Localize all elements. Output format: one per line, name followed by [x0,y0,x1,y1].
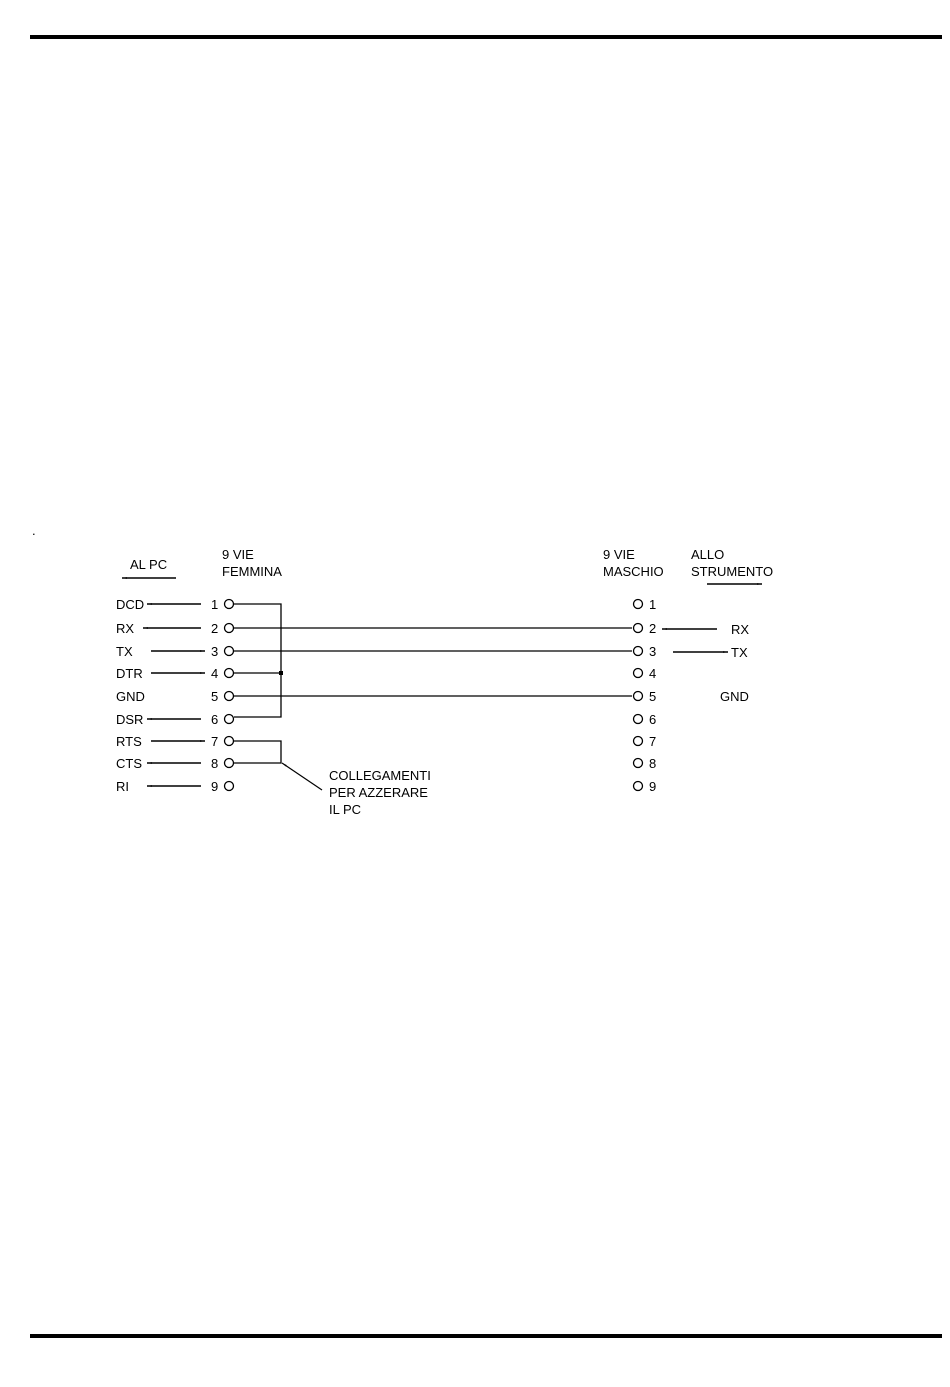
male-pin-8-circle [634,759,643,768]
female-pin-number: 5 [211,689,219,704]
to-instrument-label-2: STRUMENTO [691,564,774,579]
female-pin-number: 4 [211,666,219,681]
signal-label-gnd: GND [116,689,145,704]
female-pin-3-circle [225,647,234,656]
male-pin-number: 5 [649,689,657,704]
loopback-7-8-wire [234,741,281,763]
instrument-tx-label: TX [731,645,748,660]
female-pin-4-circle [225,669,234,678]
signal-label-cts: CTS [116,756,142,771]
male-pin-3-circle [634,647,643,656]
to-instrument-label-1: ALLO [691,547,725,562]
male-pin-number: 8 [649,756,657,771]
signal-label-rts: RTS [116,734,142,749]
signal-label-dsr: DSR [116,712,144,727]
female-pin-number: 2 [211,621,219,636]
female-pin-number: 1 [211,597,219,612]
signal-label-dtr: DTR [116,666,143,681]
small-mark: . [32,523,36,538]
male-pin-number: 3 [649,644,657,659]
female-pin-8-circle [225,759,234,768]
male-pin-2-circle [634,624,643,633]
male-pin-6-circle [634,715,643,724]
female-pin-6-circle [225,715,234,724]
male-pin-7-circle [634,737,643,746]
male-pin-1-circle [634,600,643,609]
to-pc-label: AL PC [130,557,168,572]
female-connector-subtitle: FEMMINA [222,564,282,579]
male-pin-4-circle [634,669,643,678]
male-pin-number: 7 [649,734,657,749]
female-pin-5-circle [225,692,234,701]
note-line-3: IL PC [329,802,362,817]
junction-dot [279,671,283,675]
female-pin-number: 8 [211,756,219,771]
female-pin-1-circle [225,600,234,609]
signal-label-ri: RI [116,779,129,794]
male-pin-number: 9 [649,779,657,794]
female-pin-9-circle [225,782,234,791]
loopback-1-4-6-wire [234,604,281,717]
male-pin-5-circle [634,692,643,701]
male-pin-number: 4 [649,666,657,681]
female-pin-2-circle [225,624,234,633]
male-pin-number: 2 [649,621,657,636]
signal-label-dcd: DCD [116,597,145,612]
male-pin-number: 1 [649,597,657,612]
male-connector-subtitle: MASCHIO [603,564,664,579]
signal-label-rx: RX [116,621,135,636]
signal-label-tx: TX [116,644,133,659]
note-line-1: COLLEGAMENTI [329,768,431,783]
male-connector-title: 9 VIE [603,547,635,562]
female-pin-number: 6 [211,712,219,727]
female-pin-number: 3 [211,644,219,659]
note-pointer-arrow [282,763,322,790]
instrument-gnd-label: GND [720,689,749,704]
instrument-rx-label: RX [731,622,750,637]
female-pin-number: 7 [211,734,219,749]
female-connector-title: 9 VIE [222,547,254,562]
male-pin-9-circle [634,782,643,791]
male-pin-number: 6 [649,712,657,727]
female-pin-7-circle [225,737,234,746]
female-pin-number: 9 [211,779,219,794]
note-line-2: PER AZZERARE [329,785,428,800]
